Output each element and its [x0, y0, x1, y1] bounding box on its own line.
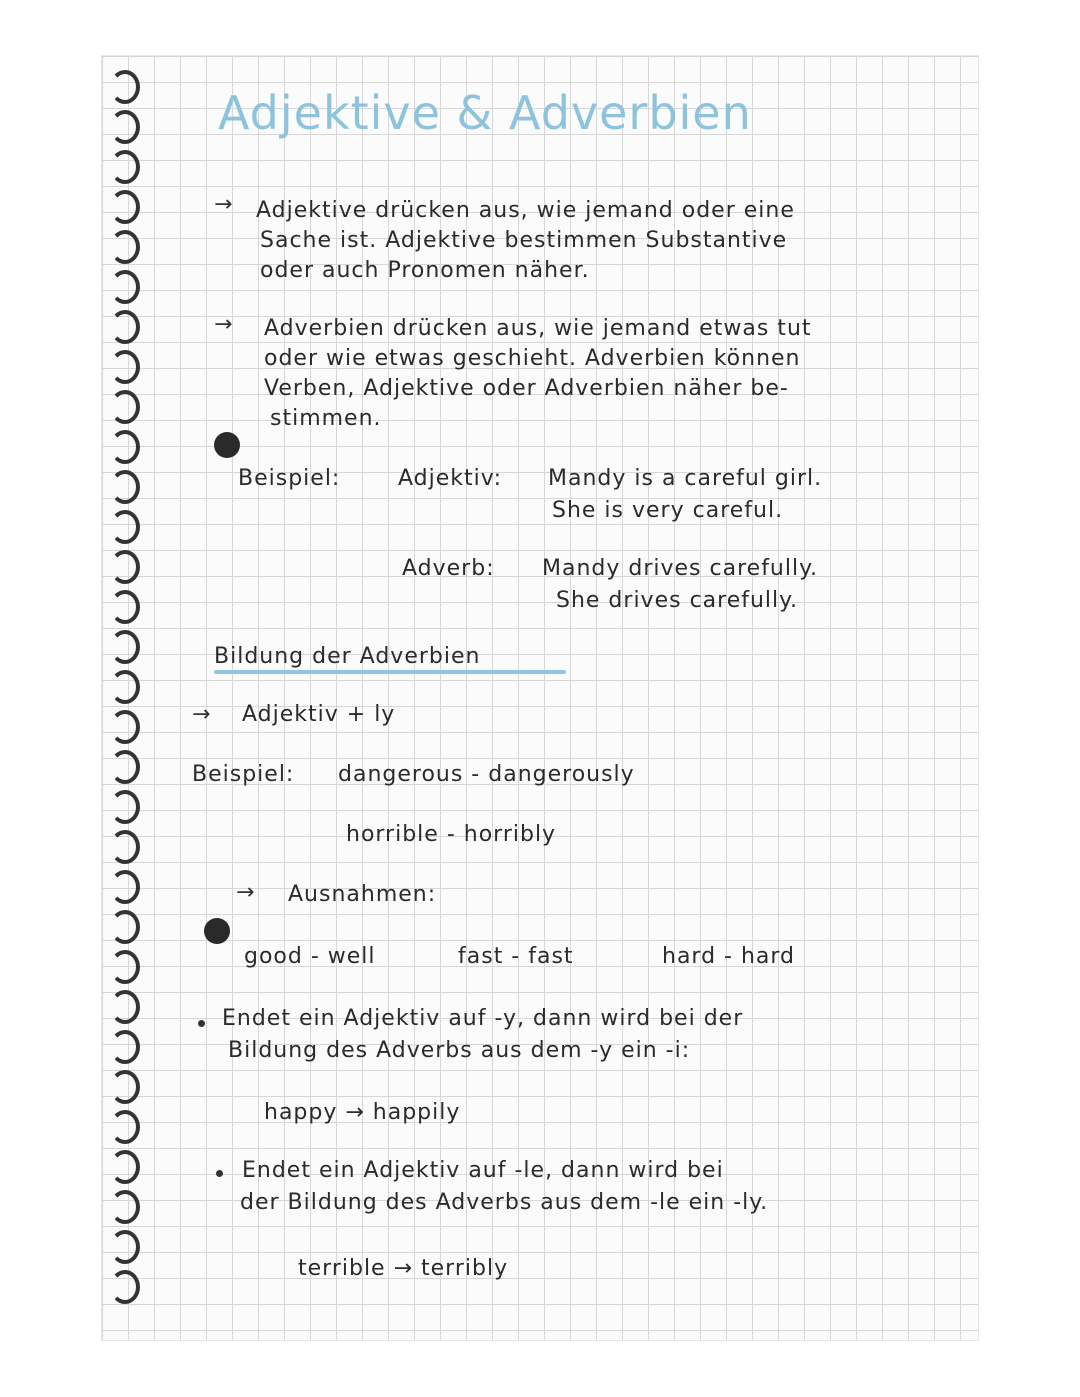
rule-le-line2: der Bildung des Adverbs aus dem -le ein -ly. — [240, 1190, 769, 1215]
rule-y-example: happy → happily — [264, 1100, 461, 1125]
adverb-example-2: She drives carefully. — [556, 588, 799, 613]
rule-y-line1: Endet ein Adjektiv auf -y, dann wird bei der — [222, 1006, 744, 1031]
bullet-dot — [214, 432, 240, 458]
para2-line4: stimmen. — [270, 406, 382, 431]
page-title: Adjektive & Adverbien — [218, 86, 752, 140]
exception-2: fast - fast — [458, 944, 574, 969]
para2-line2: oder wie etwas geschieht. Adverbien können — [264, 346, 801, 371]
adverb-example-1: Mandy drives carefully. — [542, 556, 818, 581]
exceptions-label: Ausnahmen: — [288, 882, 437, 907]
arrow-icon: → — [236, 880, 256, 905]
arrow-icon: → — [214, 312, 234, 337]
adjective-label: Adjektiv: — [398, 466, 502, 491]
rule-y-line2: Bildung des Adverbs aus dem -y ein -i: — [228, 1038, 691, 1063]
spiral-binding — [100, 70, 170, 1330]
adverb-label: Adverb: — [402, 556, 495, 581]
para1-line1: Adjektive drücken aus, wie jemand oder eine — [256, 198, 795, 223]
rule-le-example: terrible → terribly — [298, 1256, 509, 1281]
example-label: Beispiel: — [238, 466, 341, 491]
bullet-dot — [216, 1170, 223, 1177]
exception-3: hard - hard — [662, 944, 796, 969]
adjective-example-1: Mandy is a careful girl. — [548, 466, 823, 491]
heading-underline — [214, 670, 566, 674]
adverb-rule: Adjektiv + ly — [242, 702, 396, 727]
section-heading: Bildung der Adverbien — [214, 644, 481, 669]
section-example-label: Beispiel: — [192, 762, 295, 787]
section-example-1: dangerous - dangerously — [338, 762, 635, 787]
rule-le-line1: Endet ein Adjektiv auf -le, dann wird bei — [242, 1158, 724, 1183]
bullet-dot — [204, 918, 230, 944]
section-example-2: horrible - horribly — [346, 822, 557, 847]
para1-line2: Sache ist. Adjektive bestimmen Substantive — [260, 228, 788, 253]
arrow-icon: → — [214, 192, 234, 217]
arrow-icon: → — [192, 702, 212, 727]
para2-line1: Adverbien drücken aus, wie jemand etwas tut — [264, 316, 812, 341]
para1-line3: oder auch Pronomen näher. — [260, 258, 590, 283]
para2-line3: Verben, Adjektive oder Adverbien näher be- — [264, 376, 789, 401]
exception-1: good - well — [244, 944, 376, 969]
adjective-example-2: She is very careful. — [552, 498, 784, 523]
bullet-dot — [198, 1020, 205, 1027]
